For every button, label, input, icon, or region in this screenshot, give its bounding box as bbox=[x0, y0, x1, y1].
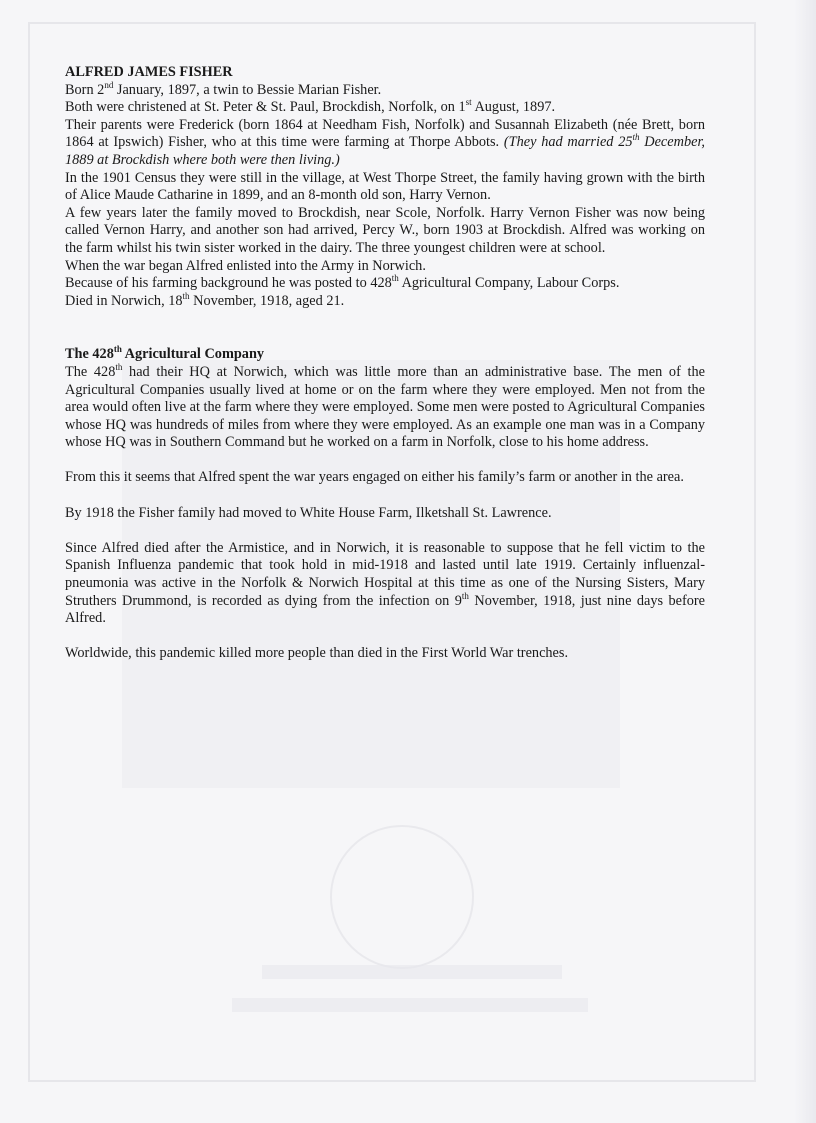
census-paragraph: In the 1901 Census they were still in the village, at West Thorpe Street, the family having grown with the birth of Alice Maude Catharine in 1899, and an 8-month old son, Harry Vernon. bbox=[65, 169, 705, 204]
bleed-through-line bbox=[232, 998, 588, 1012]
death-line: Died in Norwich, 18th November, 1918, aged 21. bbox=[65, 290, 345, 309]
posted-line: Because of his farming background he was posted to 428th Agricultural Company, Labour Corps. bbox=[65, 273, 620, 292]
war-years-paragraph: From this it seems that Alfred spent the war years engaged on either his family’s farm or another in the area. bbox=[65, 469, 684, 486]
section-heading-alfred: ALFRED JAMES FISHER bbox=[65, 64, 233, 80]
influenza-paragraph: Since Alfred died after the Armistice, and in Norwich, it is reasonable to suppose that he fell victim to the Spanish Influenza pandemic that took hold in mid-1918 and lasted until late 1919. Certainly influenzal-pneumonia was active in the Norfolk & Norwich Hospital at this time as one of the Nursing Sisters, Mary Struthers Drummond, is recorded as dying from the infection on 9th November, 1918, just nine days before Alfred. bbox=[65, 539, 705, 627]
white-house-paragraph: By 1918 the Fisher family had moved to White House Farm, Ilketshall St. Lawrence. bbox=[65, 504, 552, 521]
brockdish-paragraph: A few years later the family moved to Brockdish, near Scole, Norfolk. Harry Vernon Fisher was now being called Vernon Harry, and another son had arrived, Percy W., born 1903 at Brockdish. Alfred was working on the farm whilst his twin sister worked in the dairy. The three youngest children were at school. bbox=[65, 204, 705, 256]
bleed-through-seal bbox=[330, 825, 474, 969]
parents-paragraph: Their parents were Frederick (born 1864 at Needham Fish, Norfolk) and Susannah Elizabeth (née Brett, born 1864 at Ipswich) Fisher, who at this time were farming at Thorpe Abbots. (They had married 25th December, 1889 at Brockdish where both were then living.) bbox=[65, 116, 705, 168]
christening-line: Both were christened at St. Peter & St. Paul, Brockdish, Norfolk, on 1st August, 1897. bbox=[65, 97, 556, 116]
document-body bbox=[65, 64, 705, 663]
bleed-through-line bbox=[262, 965, 562, 979]
section-heading-company: The 428th Agricultural Company bbox=[65, 344, 265, 363]
enlisted-line: When the war began Alfred enlisted into the Army in Norwich. bbox=[65, 257, 426, 274]
worldwide-paragraph: Worldwide, this pandemic killed more people than died in the First World War trenches. bbox=[65, 645, 569, 662]
company-paragraph: The 428th had their HQ at Norwich, which was little more than an administrative base. The men of the Agricultural Companies usually lived at home or on the farm where they were employed. Men not from the area would often live at the farm where they were employed. Some men were posted to Agricultural Companies whose HQ was hundreds of miles from where they were employed. As an example one man was in a Company whose HQ was in Southern Command but he worked on a farm in Norfolk, close to his home address. bbox=[65, 362, 705, 451]
page-edge-shadow bbox=[794, 0, 816, 1123]
birth-line: Born 2nd January, 1897, a twin to Bessie Marian Fisher. bbox=[65, 79, 382, 98]
marriage-note: (They had married 25th December, 1889 at Brockdish where both were then living.) bbox=[65, 132, 705, 168]
